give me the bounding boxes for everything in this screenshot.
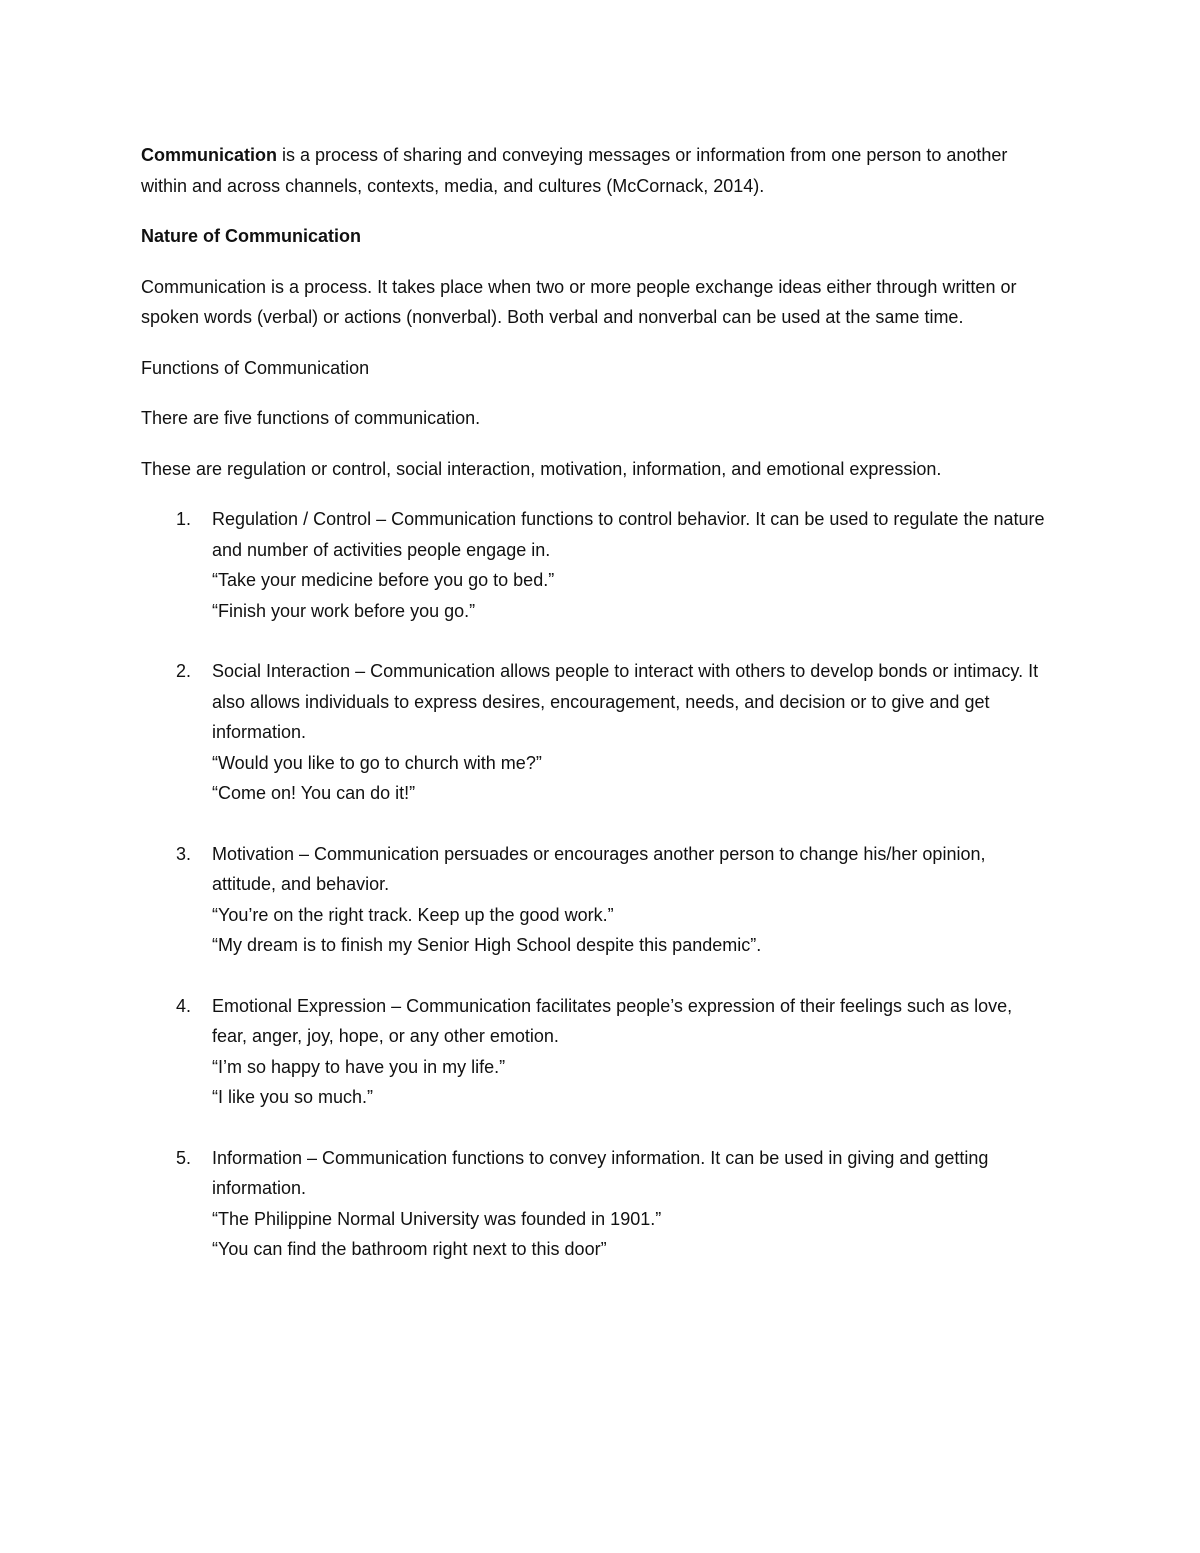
- nature-paragraph: Communication is a process. It takes place when two or more people exchange ideas either through written or spoken words (verbal) or actions (nonverbal). Both verbal and nonverbal can be used at the same time.: [141, 276, 1017, 327]
- list-item-description: Information – Communication functions to convey information. It can be used in giving and getting information.: [212, 1147, 989, 1198]
- list-item-example: “Finish your work before you go.”: [212, 600, 476, 621]
- list-item: [141, 504, 1050, 626]
- functions-summary: These are regulation or control, social interaction, motivation, information, and emotional expression.: [141, 458, 942, 479]
- list-item: [141, 991, 1050, 1113]
- list-item-description: Regulation / Control – Communication functions to control behavior. It can be used to regulate the nature and number of activities people engage in.: [212, 509, 1045, 560]
- list-item-example: “The Philippine Normal University was founded in 1901.”: [212, 1208, 662, 1229]
- intro-text: is a process of sharing and conveying messages or information from one person to another within and across channels, contexts, media, and cultures (McCornack, 2014).: [141, 145, 1008, 196]
- intro-paragraph: [141, 140, 1050, 201]
- list-item-description: Emotional Expression – Communication facilitates people’s expression of their feelings such as love, fear, anger, joy, hope, or any other emotion.: [212, 995, 1013, 1046]
- list-item-example: “My dream is to finish my Senior High School despite this pandemic”.: [212, 935, 762, 955]
- list-item: [141, 656, 1050, 809]
- list-item-example: “I’m so happy to have you in my life.”: [212, 1056, 506, 1077]
- list-item-description: Motivation – Communication persuades or encourages another person to change his/her opinion, attitude, and behavior.: [212, 843, 986, 894]
- list-item-number: 1.: [176, 509, 192, 529]
- list-item: [141, 839, 1050, 961]
- intro-term: Communication: [141, 145, 278, 165]
- list-item-description: Social Interaction – Communication allows people to interact with others to develop bonds or intimacy. It also allows individuals to express desires, encouragement, needs, and decision or to give and get information.: [212, 661, 1039, 742]
- list-item-example: “Take your medicine before you go to bed.”: [212, 570, 555, 590]
- list-item: [141, 1143, 1050, 1265]
- functions-heading: Functions of Communication: [141, 357, 370, 378]
- list-item-number: 2.: [176, 661, 192, 681]
- list-item-example: “I like you so much.”: [212, 1087, 374, 1107]
- list-item-number: 3.: [176, 843, 192, 864]
- list-item-example: “You’re on the right track. Keep up the good work.”: [212, 904, 614, 925]
- functions-list: [141, 504, 1050, 1265]
- functions-count: There are five functions of communication.: [141, 408, 481, 428]
- list-item-example: “Come on! You can do it!”: [212, 783, 416, 803]
- list-item-example: “Would you like to go to church with me?”: [212, 752, 542, 773]
- list-item-example: “You can find the bathroom right next to this door”: [212, 1239, 607, 1259]
- nature-heading: Nature of Communication: [141, 226, 362, 246]
- list-item-number: 4.: [176, 995, 192, 1016]
- list-item-number: 5.: [176, 1147, 192, 1168]
